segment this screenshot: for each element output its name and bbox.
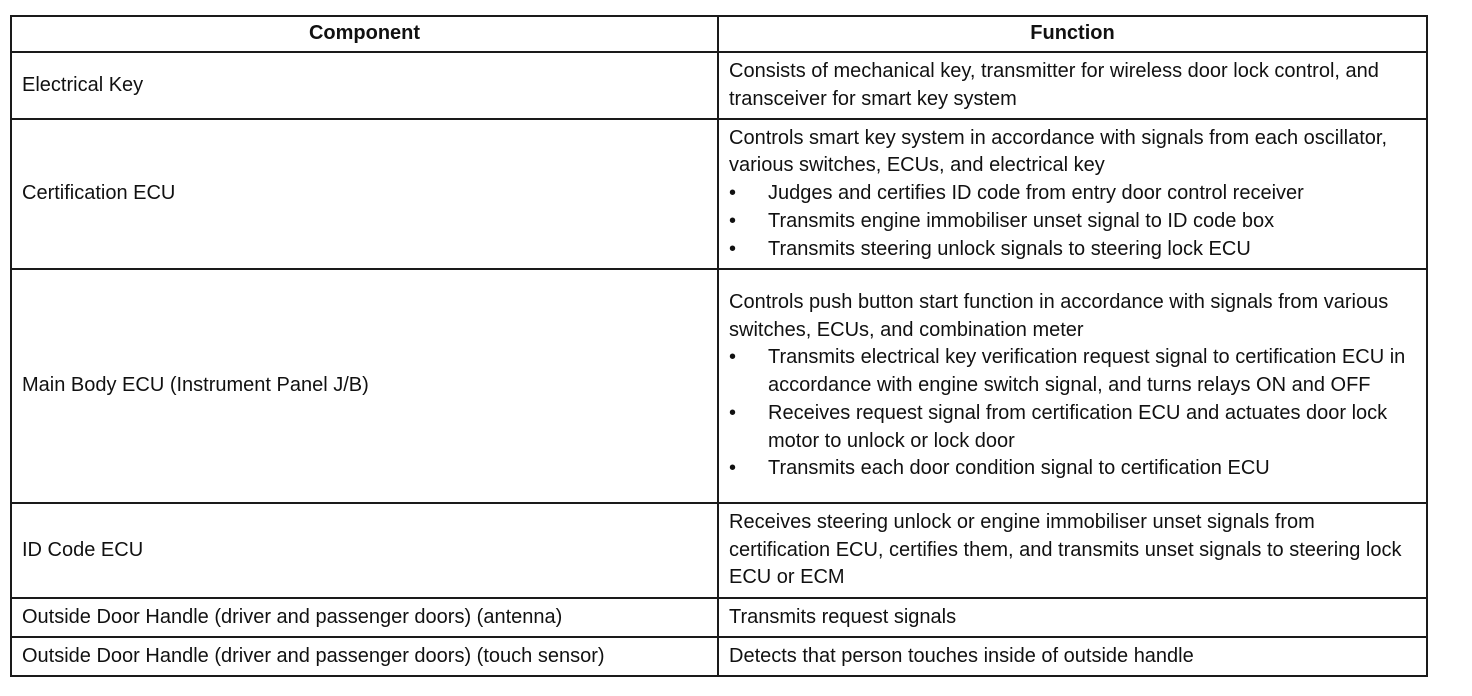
function-text: Controls push button start function in accordance with signals from various switches, ECUs, and combination meter xyxy=(729,291,1389,341)
bullet-icon: • xyxy=(729,457,737,480)
table-body xyxy=(11,52,1427,676)
bullet-text: Judges and certifies ID code from entry door control receiver xyxy=(768,182,1304,205)
table-row xyxy=(11,52,1427,119)
bullet-icon: • xyxy=(729,209,737,232)
bullet-text: Transmits electrical key verification request signal to certification ECU in accordance with engine switch signal, and turns relays ON and OFF xyxy=(768,346,1406,397)
function-text: Detects that person touches inside of outside handle xyxy=(729,644,1194,667)
function-bullet xyxy=(729,344,1416,399)
function-cell xyxy=(718,269,1427,503)
function-bullet-list xyxy=(729,344,1416,483)
bullet-icon: • xyxy=(729,237,737,260)
component-cell xyxy=(11,598,718,637)
component-name: Electrical Key xyxy=(22,73,144,96)
header-row xyxy=(11,16,1427,52)
header-component: Component xyxy=(11,16,718,52)
bullet-icon: • xyxy=(729,401,737,424)
component-cell xyxy=(11,503,718,598)
component-name: ID Code ECU xyxy=(22,538,144,561)
function-bullet xyxy=(729,400,1416,455)
bullet-icon: • xyxy=(729,182,737,205)
bullet-text: Transmits each door condition signal to certification ECU xyxy=(768,457,1270,480)
function-cell xyxy=(718,503,1427,598)
table-row xyxy=(11,269,1427,503)
function-bullet-list xyxy=(729,180,1416,263)
component-function-table xyxy=(10,15,1428,677)
function-text: Consists of mechanical key, transmitter for wireless door lock control, and transceiver for smart key system xyxy=(729,59,1379,110)
component-name: Outside Door Handle (driver and passenger doors) (touch sensor) xyxy=(22,644,605,667)
table-row xyxy=(11,119,1427,269)
table-row xyxy=(11,503,1427,598)
header-function: Function xyxy=(718,16,1427,52)
component-name: Outside Door Handle (driver and passenger doors) (antenna) xyxy=(22,605,563,628)
function-bullet xyxy=(729,455,1416,483)
bullet-icon: • xyxy=(729,346,737,369)
function-cell xyxy=(718,637,1427,676)
component-cell xyxy=(11,637,718,676)
function-text: Transmits request signals xyxy=(729,605,957,628)
function-cell xyxy=(718,52,1427,119)
component-cell xyxy=(11,52,718,119)
bullet-text: Transmits engine immobiliser unset signal to ID code box xyxy=(768,209,1275,232)
function-text: Receives steering unlock or engine immobiliser unset signals from certification ECU, certifies them, and transmits unset signals to steering lock ECU or ECM xyxy=(729,510,1402,589)
function-bullet xyxy=(729,208,1416,236)
bullet-text: Transmits steering unlock signals to steering lock ECU xyxy=(768,237,1251,260)
function-cell xyxy=(718,119,1427,269)
function-bullet xyxy=(729,180,1416,208)
component-cell xyxy=(11,119,718,269)
function-bullet xyxy=(729,236,1416,264)
bullet-text: Receives request signal from certification ECU and actuates door lock motor to unlock or lock door xyxy=(768,401,1388,452)
table-row xyxy=(11,598,1427,637)
table-row xyxy=(11,637,1427,676)
function-cell xyxy=(718,598,1427,637)
component-name: Main Body ECU (Instrument Panel J/B) xyxy=(22,374,369,397)
component-name: Certification ECU xyxy=(22,182,176,205)
function-text: Controls smart key system in accordance with signals from each oscillator, various switches, ECUs, and electrical key xyxy=(729,126,1388,177)
component-cell xyxy=(11,269,718,503)
